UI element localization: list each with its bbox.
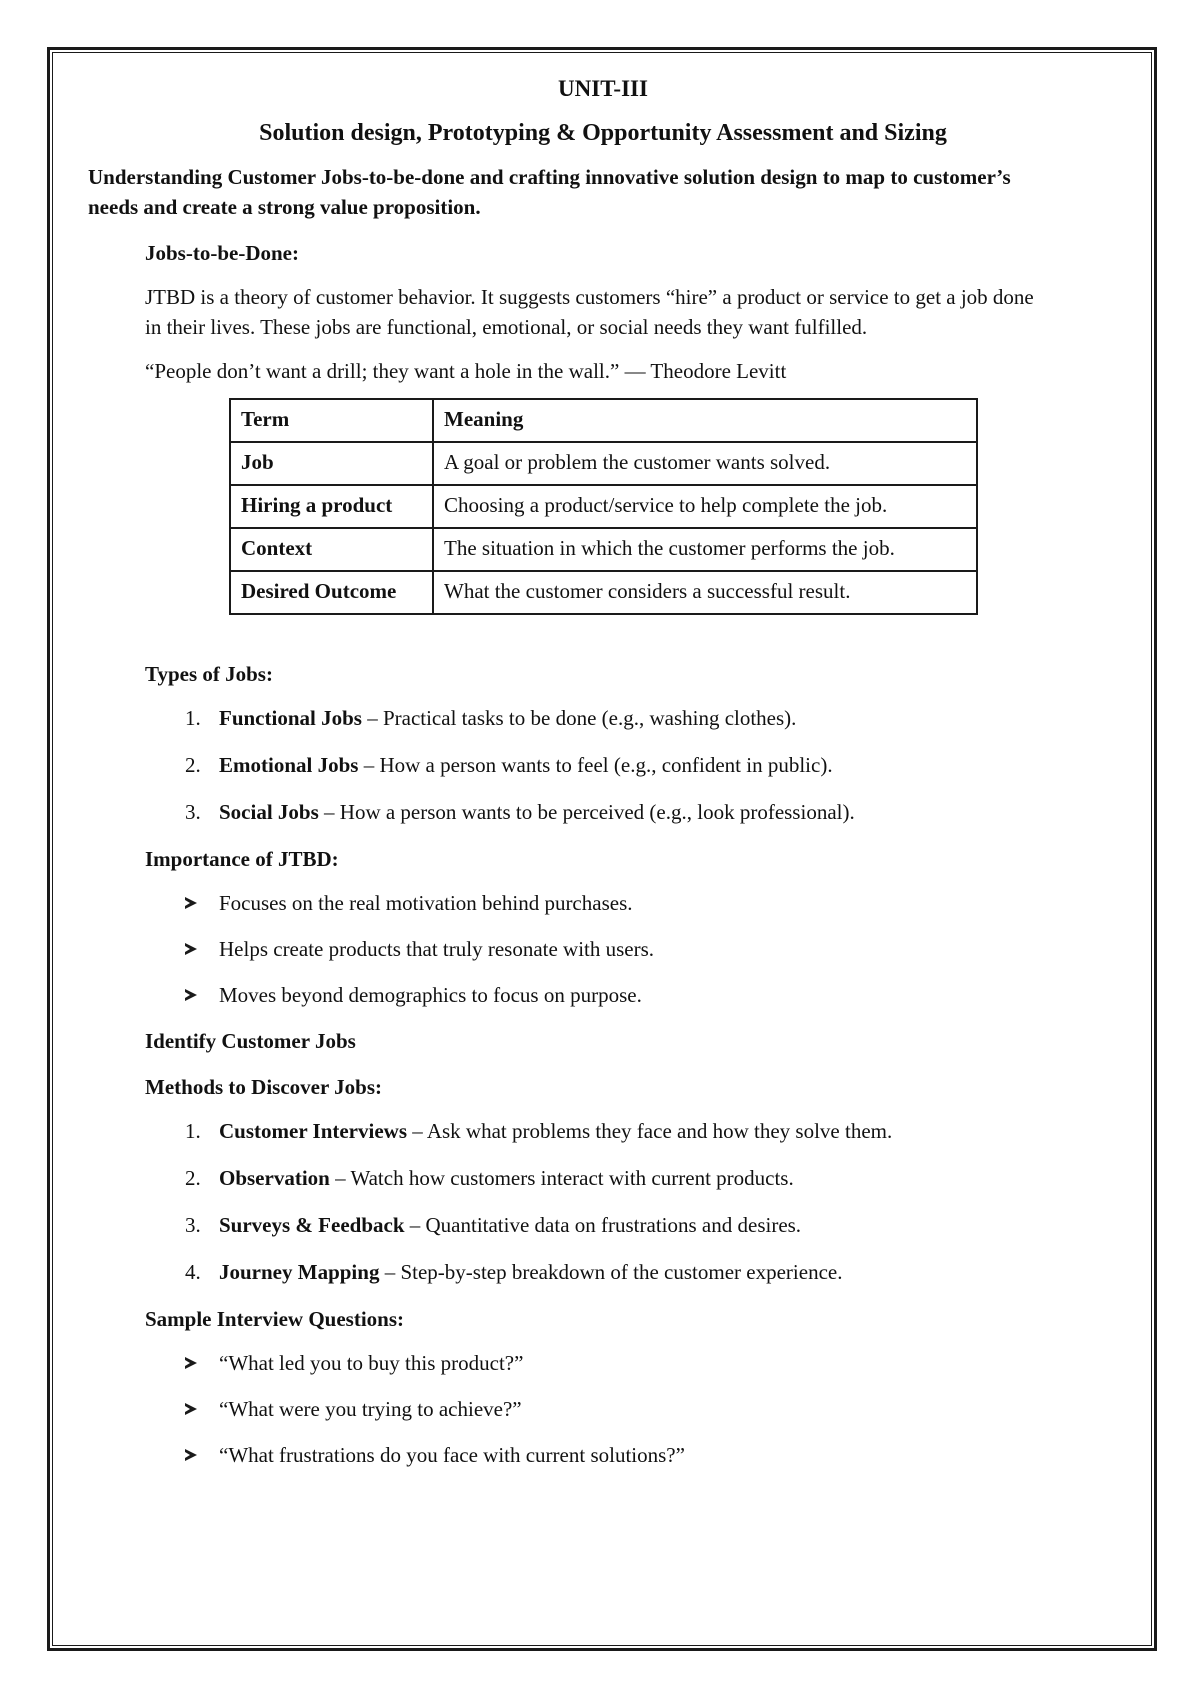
item-label: Customer Interviews bbox=[219, 1119, 407, 1143]
importance-heading: Importance of JTBD: bbox=[145, 847, 339, 871]
list-item bbox=[185, 750, 1118, 780]
item-label: Observation bbox=[219, 1166, 330, 1190]
table-header-meaning: Meaning bbox=[433, 399, 977, 442]
list-item bbox=[185, 1348, 1118, 1378]
item-label: Surveys & Feedback bbox=[219, 1213, 405, 1237]
table-cell-term: Hiring a product bbox=[230, 485, 433, 528]
table-cell-term: Context bbox=[230, 528, 433, 571]
item-label: Emotional Jobs bbox=[219, 753, 359, 777]
list-item bbox=[185, 703, 1118, 733]
unit-title: UNIT-III bbox=[558, 76, 648, 101]
list-item bbox=[185, 888, 1118, 918]
importance-list bbox=[145, 888, 1118, 1010]
jtbd-section bbox=[145, 238, 1118, 1470]
table-cell-meaning: Choosing a product/service to help complete the job. bbox=[433, 485, 977, 528]
item-text: – Practical tasks to be done (e.g., washing clothes). bbox=[361, 706, 797, 730]
item-text: – Watch how customers interact with current products. bbox=[329, 1166, 794, 1190]
table-cell-term: Desired Outcome bbox=[230, 571, 433, 614]
item-text: – Ask what problems they face and how they solve them. bbox=[407, 1119, 893, 1143]
item-label: Social Jobs bbox=[219, 800, 319, 824]
item-label: Functional Jobs bbox=[219, 706, 362, 730]
list-item bbox=[185, 980, 1118, 1010]
list-number: 2. bbox=[185, 1166, 201, 1190]
item-text: “What frustrations do you face with current solutions?” bbox=[219, 1443, 685, 1467]
types-list bbox=[145, 703, 1118, 827]
identify-heading: Identify Customer Jobs bbox=[145, 1029, 356, 1053]
methods-heading: Methods to Discover Jobs: bbox=[145, 1075, 383, 1099]
table-row bbox=[230, 571, 977, 614]
jtbd-definition: JTBD is a theory of customer behavior. It suggests customers “hire” a product or service to get a job done in their lives. These jobs are functional, emotional, or social needs they want fulfilled. bbox=[145, 285, 1034, 339]
document-content bbox=[88, 70, 1118, 1486]
levitt-quote: “People don’t want a drill; they want a hole in the wall.” — Theodore Levitt bbox=[145, 359, 787, 383]
arrow-bullet-icon bbox=[185, 943, 197, 955]
page-title: Solution design, Prototyping & Opportunity Assessment and Sizing bbox=[259, 120, 947, 146]
list-item bbox=[185, 1440, 1118, 1470]
item-text: “What were you trying to achieve?” bbox=[219, 1397, 522, 1421]
list-item bbox=[185, 797, 1118, 827]
jtbd-terms-table bbox=[229, 398, 978, 615]
arrow-bullet-icon bbox=[185, 1357, 197, 1369]
methods-list bbox=[145, 1116, 1118, 1287]
list-number: 1. bbox=[185, 1119, 201, 1143]
table-cell-meaning: A goal or problem the customer wants solved. bbox=[433, 442, 977, 485]
item-text: “What led you to buy this product?” bbox=[219, 1351, 524, 1375]
list-number: 4. bbox=[185, 1260, 201, 1284]
item-text: – How a person wants to feel (e.g., confident in public). bbox=[358, 753, 833, 777]
item-text: Focuses on the real motivation behind purchases. bbox=[219, 891, 633, 915]
item-text: Helps create products that truly resonate with users. bbox=[219, 937, 655, 961]
table-header-row bbox=[230, 399, 977, 442]
jtbd-heading: Jobs-to-be-Done: bbox=[145, 241, 299, 265]
list-number: 3. bbox=[185, 1213, 201, 1237]
questions-heading: Sample Interview Questions: bbox=[145, 1307, 404, 1331]
item-text: – How a person wants to be perceived (e.g., look professional). bbox=[318, 800, 855, 824]
table-row bbox=[230, 442, 977, 485]
table-cell-meaning: The situation in which the customer performs the job. bbox=[433, 528, 977, 571]
list-number: 1. bbox=[185, 706, 201, 730]
types-heading: Types of Jobs: bbox=[145, 662, 273, 686]
table-row bbox=[230, 528, 977, 571]
questions-list bbox=[145, 1348, 1118, 1470]
list-item bbox=[185, 934, 1118, 964]
table-header-term: Term bbox=[230, 399, 433, 442]
arrow-bullet-icon bbox=[185, 897, 197, 909]
arrow-bullet-icon bbox=[185, 1449, 197, 1461]
table-cell-term: Job bbox=[230, 442, 433, 485]
list-number: 3. bbox=[185, 800, 201, 824]
intro-paragraph: Understanding Customer Jobs-to-be-done and crafting innovative solution design to map to customer’s needs and create a strong value proposition. bbox=[88, 165, 1011, 219]
list-number: 2. bbox=[185, 753, 201, 777]
item-label: Journey Mapping bbox=[219, 1260, 380, 1284]
list-item bbox=[185, 1210, 1118, 1240]
list-item bbox=[185, 1257, 1118, 1287]
item-text: – Quantitative data on frustrations and desires. bbox=[404, 1213, 802, 1237]
list-item bbox=[185, 1394, 1118, 1424]
table-cell-meaning: What the customer considers a successful result. bbox=[433, 571, 977, 614]
arrow-bullet-icon bbox=[185, 1403, 197, 1415]
list-item bbox=[185, 1116, 1118, 1146]
item-text: Moves beyond demographics to focus on purpose. bbox=[219, 983, 642, 1007]
item-text: – Step-by-step breakdown of the customer experience. bbox=[379, 1260, 843, 1284]
arrow-bullet-icon bbox=[185, 989, 197, 1001]
list-item bbox=[185, 1163, 1118, 1193]
table-row bbox=[230, 485, 977, 528]
